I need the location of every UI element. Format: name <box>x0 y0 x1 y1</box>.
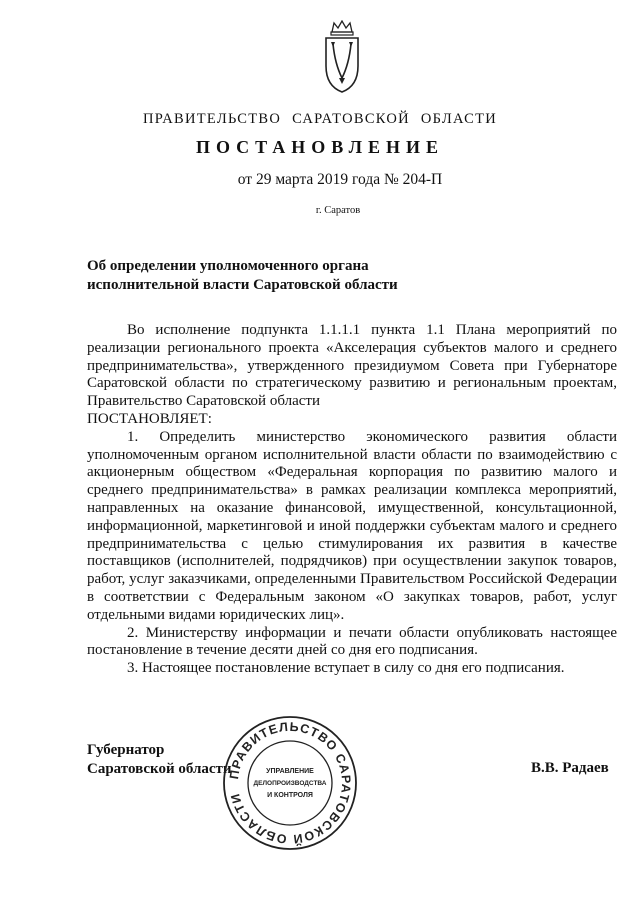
subject-line-2: исполнительной власти Саратовской области <box>87 277 398 293</box>
preamble-paragraph: Во исполнение подпункта 1.1.1.1 пункта 1.1 Плана мероприятий по реализации регионального проекта «Акселерация субъектов малого и среднего предпринимательства», утвержденного президиумом Совета при Губернаторе Саратовской области по стратегическому развитию и региональным проектам, Правительство Саратовской области <box>87 322 617 410</box>
document-type: ПОСТАНОВЛЕНИЕ <box>195 137 445 157</box>
clause-1: 1. Определить министерство экономического развития области уполномоченным органом исполнительной власти области по взаимодействию с акционерным обществом «Федеральная корпорация по развитию малого и среднего предпринимательства» в рамках реализации комплекса мероприятий, направленных на оказание финансовой, имущественной, консультационной, информационной, маркетинговой и иной поддержки субъектам малого и среднего предпринимательства с целью стимулирования их развития в качестве поставщиков (исполнителей, подрядчиков) при осуществлении закупок товаров, работ, услуг заказчиками, определенными Правительством Российской Федерации в соответствии с Федеральным законом «О закупках товаров, работ, услуг отдельными видами юридических лиц». <box>87 428 617 623</box>
stamp-ring-text: ПРАВИТЕЛЬСТВО САРАТОВСКОЙ ОБЛАСТИ <box>226 719 354 847</box>
signatory-title-line-1: Губернатор <box>87 742 165 758</box>
official-stamp <box>220 713 360 853</box>
signatory-title-line-2: Саратовской области <box>87 761 232 777</box>
document-body <box>87 322 617 678</box>
government-title: ПРАВИТЕЛЬСТВО САРАТОВСКОЙ ОБЛАСТИ <box>142 111 498 127</box>
clause-3: 3. Настоящее постановление вступает в силу со дня его подписания. <box>127 660 565 677</box>
document-city: г. Саратов <box>315 205 361 216</box>
decree-word: ПОСТАНОВЛЯЕТ: <box>87 410 212 427</box>
document-date-number: от 29 марта 2019 года № 204-П <box>237 171 443 188</box>
signatory-name: В.В. Радаев <box>531 760 609 776</box>
signatory-title <box>87 741 232 779</box>
stamp-center-line-1: УПРАВЛЕНИЕ <box>266 768 314 775</box>
stamp-center-line-3: И КОНТРОЛЯ <box>267 792 313 799</box>
document-subject <box>87 257 507 295</box>
stamp-center-line-2: ДЕЛОПРОИЗВОДСТВА <box>253 780 327 787</box>
saratov-coat-of-arms-icon <box>319 20 365 94</box>
clause-2: 2. Министерству информации и печати области опубликовать настоящее постановление в течение десяти дней со дня его подписания. <box>87 624 617 659</box>
subject-line-1: Об определении уполномоченного органа <box>87 258 369 274</box>
